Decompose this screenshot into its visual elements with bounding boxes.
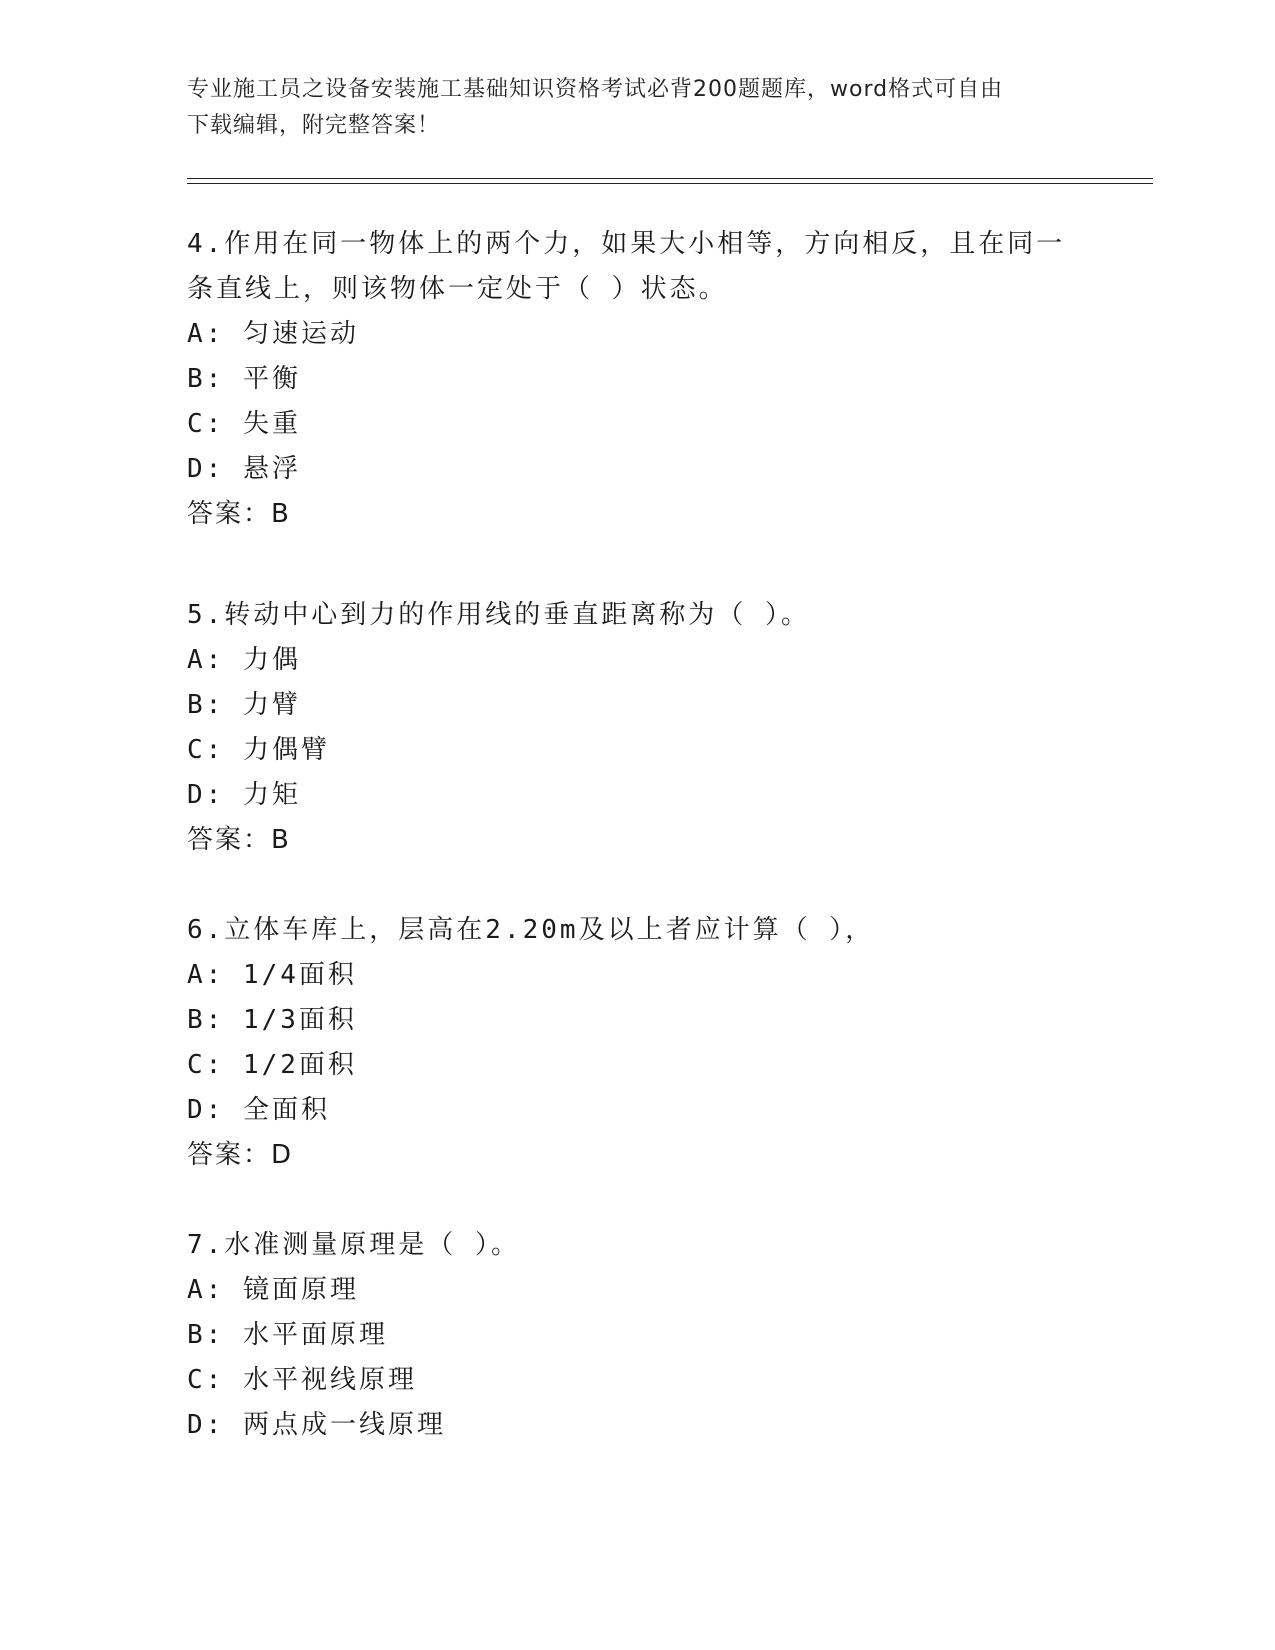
option-c: C: 力偶臂 [187,735,330,765]
question-7 [187,1223,1087,1448]
answer: 答案：B [187,825,291,855]
answer: 答案：D [187,1140,294,1170]
question-6 [187,908,1087,1178]
document-header [187,72,1087,144]
option-c: C: 失重 [187,409,301,439]
header-title-line-2: 下载编辑，附完整答案！ [187,113,441,138]
header-title-line-1: 专业施工员之设备安装施工基础知识资格考试必背200题题库，word格式可自由 [187,77,1004,102]
question-stem-line: 条直线上，则该物体一定处于（ ）状态。 [187,274,728,304]
header-divider-bottom [187,183,1153,184]
option-b: B: 力臂 [187,690,301,720]
option-c: C: 1/2面积 [187,1050,357,1080]
option-d: D: 力矩 [187,780,301,810]
option-a: A: 镜面原理 [187,1275,359,1305]
option-b: B: 1/3面积 [187,1005,357,1035]
option-d: D: 悬浮 [187,454,301,484]
question-stem-line: 6.立体车库上，层高在2.20m及以上者应计算（ ）， [187,915,875,945]
question-stem-line: 4.作用在同一物体上的两个力，如果大小相等，方向相反，且在同一 [187,229,1066,259]
option-d: D: 全面积 [187,1095,330,1125]
option-b: B: 水平面原理 [187,1320,388,1350]
option-d: D: 两点成一线原理 [187,1410,446,1440]
question-stem-line: 5.转动中心到力的作用线的垂直距离称为（ ）。 [187,600,810,630]
option-a: A: 1/4面积 [187,960,357,990]
question-4 [187,222,1087,537]
header-divider-top [187,178,1153,179]
option-b: B: 平衡 [187,364,301,394]
question-5 [187,593,1087,863]
option-a: A: 力偶 [187,645,301,675]
answer: 答案：B [187,499,291,529]
question-stem-line: 7.水准测量原理是（ ）。 [187,1230,520,1260]
option-a: A: 匀速运动 [187,319,359,349]
option-c: C: 水平视线原理 [187,1365,417,1395]
